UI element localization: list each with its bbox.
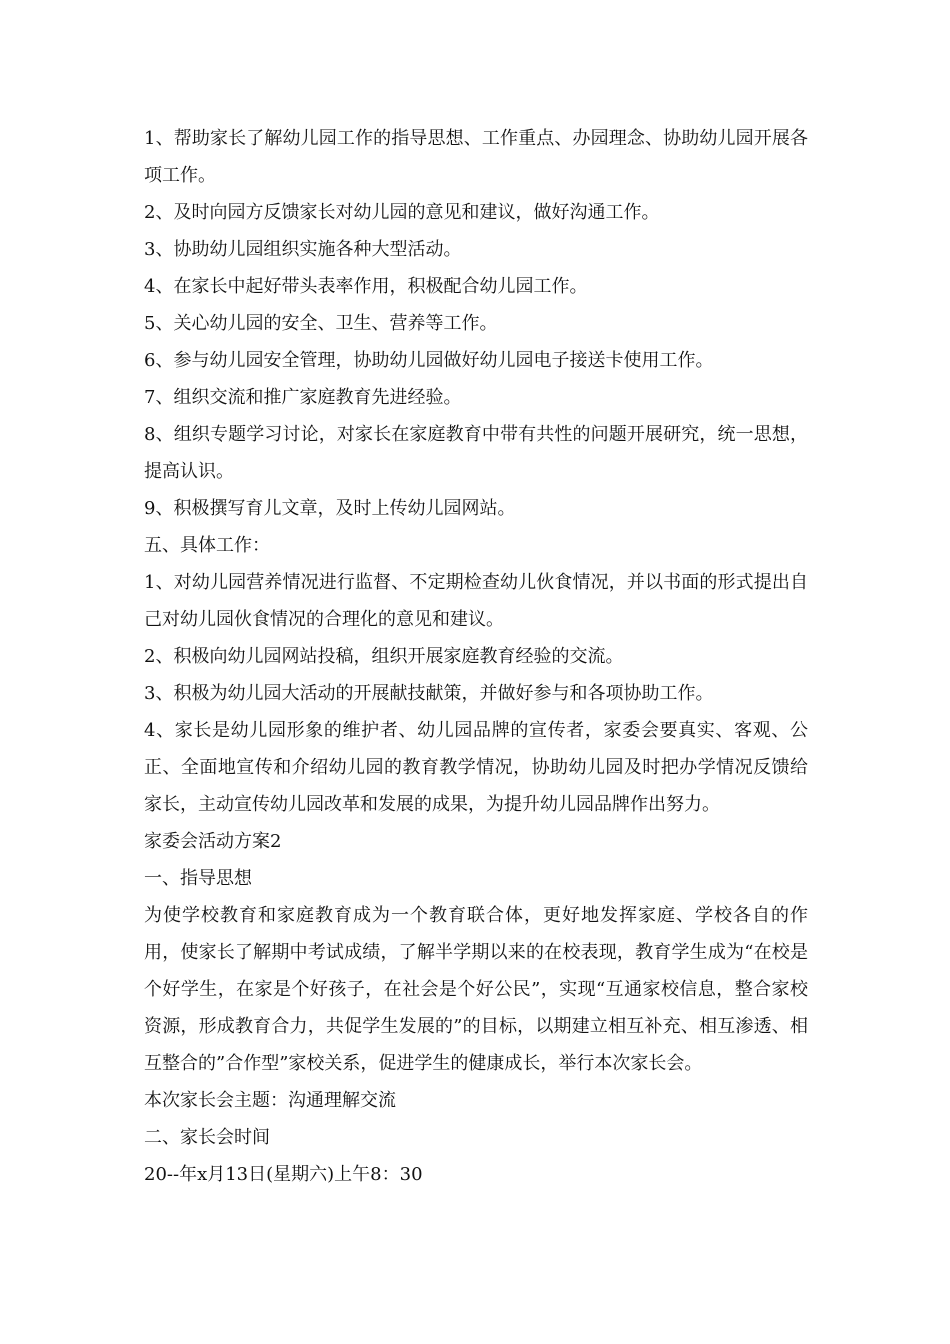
paragraph-duty-2: 2、及时向园方反馈家长对幼儿园的意见和建议，做好沟通工作。 <box>144 202 660 223</box>
section-heading-specific-work: 五、具体工作： <box>144 535 270 556</box>
paragraph-meeting-datetime: 20--年x月13日(星期六)上午8：30 <box>144 1164 423 1185</box>
paragraph-work-4: 4、家长是幼儿园形象的维护者、幼儿园品牌的宣传者，家委会要真实、客观、公正、全面地宣传和介绍幼儿园的教育教学情况，协助幼儿园及时把办学情况反馈给家长，主动宣传幼儿园改革和发展的成果，为提升幼儿园品牌作出努力。 <box>144 720 808 815</box>
paragraph-duty-6: 6、参与幼儿园安全管理，协助幼儿园做好幼儿园电子接送卡使用工作。 <box>144 350 714 371</box>
document-body <box>144 120 808 1193</box>
paragraph-duty-5: 5、关心幼儿园的安全、卫生、营养等工作。 <box>144 313 498 334</box>
paragraph-work-2: 2、积极向幼儿园网站投稿，组织开展家庭教育经验的交流。 <box>144 646 624 667</box>
document-title-plan-2: 家委会活动方案2 <box>144 831 282 852</box>
paragraph-duty-8: 8、组织专题学习讨论，对家长在家庭教育中带有共性的问题开展研究，统一思想，提高认识。 <box>144 424 808 482</box>
paragraph-work-3: 3、积极为幼儿园大活动的开展献技献策，并做好参与和各项协助工作。 <box>144 683 714 704</box>
paragraph-duty-9: 9、积极撰写育儿文章，及时上传幼儿园网站。 <box>144 498 516 519</box>
paragraph-duty-4: 4、在家长中起好带头表率作用，积极配合幼儿园工作。 <box>144 276 588 297</box>
paragraph-duty-3: 3、协助幼儿园组织实施各种大型活动。 <box>144 239 462 260</box>
section-heading-meeting-time: 二、家长会时间 <box>144 1127 270 1148</box>
paragraph-guiding-thought: 为使学校教育和家庭教育成为一个教育联合体，更好地发挥家庭、学校各自的作用，使家长了解期中考试成绩，了解半学期以来的在校表现，教育学生成为“在校是个好学生，在家是个好孩子，在社会是个好公民”，实现“互通家校信息，整合家校资源，形成教育合力，共促学生发展的”的目标，以期建立相互补充、相互渗透、相互整合的”合作型”家校关系，促进学生的健康成长，举行本次家长会。 <box>144 905 808 1074</box>
paragraph-work-1: 1、对幼儿园营养情况进行监督、不定期检查幼儿伙食情况，并以书面的形式提出自己对幼儿园伙食情况的合理化的意见和建议。 <box>144 572 808 630</box>
paragraph-duty-1: 1、帮助家长了解幼儿园工作的指导思想、工作重点、办园理念、协助幼儿园开展各项工作。 <box>144 128 808 186</box>
paragraph-meeting-theme: 本次家长会主题：沟通理解交流 <box>144 1090 396 1111</box>
paragraph-duty-7: 7、组织交流和推广家庭教育先进经验。 <box>144 387 462 408</box>
section-heading-guiding-thought: 一、指导思想 <box>144 868 252 889</box>
